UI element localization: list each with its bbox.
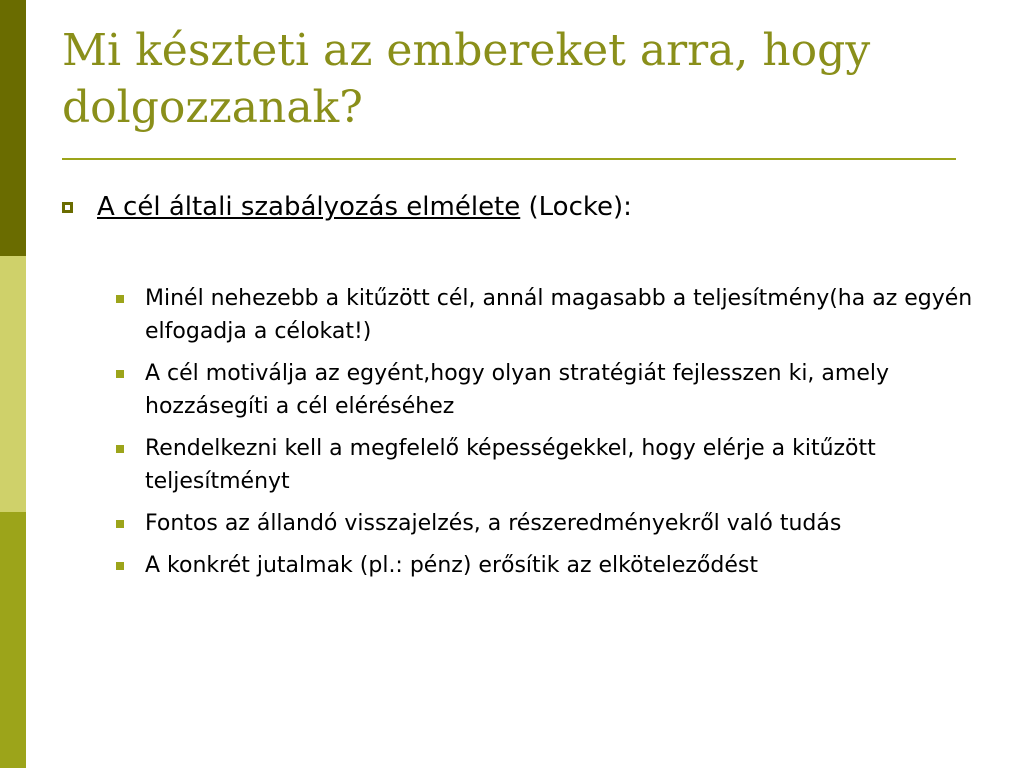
square-bullet-icon [116,445,124,453]
list-item [116,432,996,498]
main-bullet-point [62,190,992,224]
title-underline-rule [62,158,956,160]
list-item [116,549,996,582]
list-item-text: Rendelkezni kell a megfelelő képességekkel, hogy elérje a kitűzött teljesítményt [145,436,876,494]
list-item-text: A cél motiválja az egyént,hogy olyan stratégiát fejlesszen ki, amely hozzásegíti a cél eléréséhez [145,361,889,419]
square-bullet-icon [116,295,124,303]
square-bullet-icon [116,370,124,378]
decorative-stripe-bottom [0,512,26,768]
main-point-suffix: (Locke): [520,192,632,222]
decorative-stripe-top [0,0,26,256]
list-item-text: Fontos az állandó visszajelzés, a részeredményekről való tudás [145,511,842,536]
list-item [116,357,996,423]
sub-point-list [116,282,996,591]
square-bullet-icon [116,520,124,528]
slide-title: Mi készteti az embereket arra, hogy dolgozzanak? [62,25,871,133]
list-item [116,282,996,348]
square-bullet-icon [116,562,124,570]
theory-link[interactable]: A cél általi szabályozás elmélete [97,192,521,222]
main-point-text [97,190,632,224]
hollow-square-bullet-icon [62,202,73,213]
decorative-stripe-middle [0,256,26,512]
list-item-text: Minél nehezebb a kitűzött cél, annál magasabb a teljesítmény(ha az egyén elfogadja a célokat!) [145,286,973,344]
list-item [116,507,996,540]
list-item-text: A konkrét jutalmak (pl.: pénz) erősítik az elköteleződést [145,553,758,578]
